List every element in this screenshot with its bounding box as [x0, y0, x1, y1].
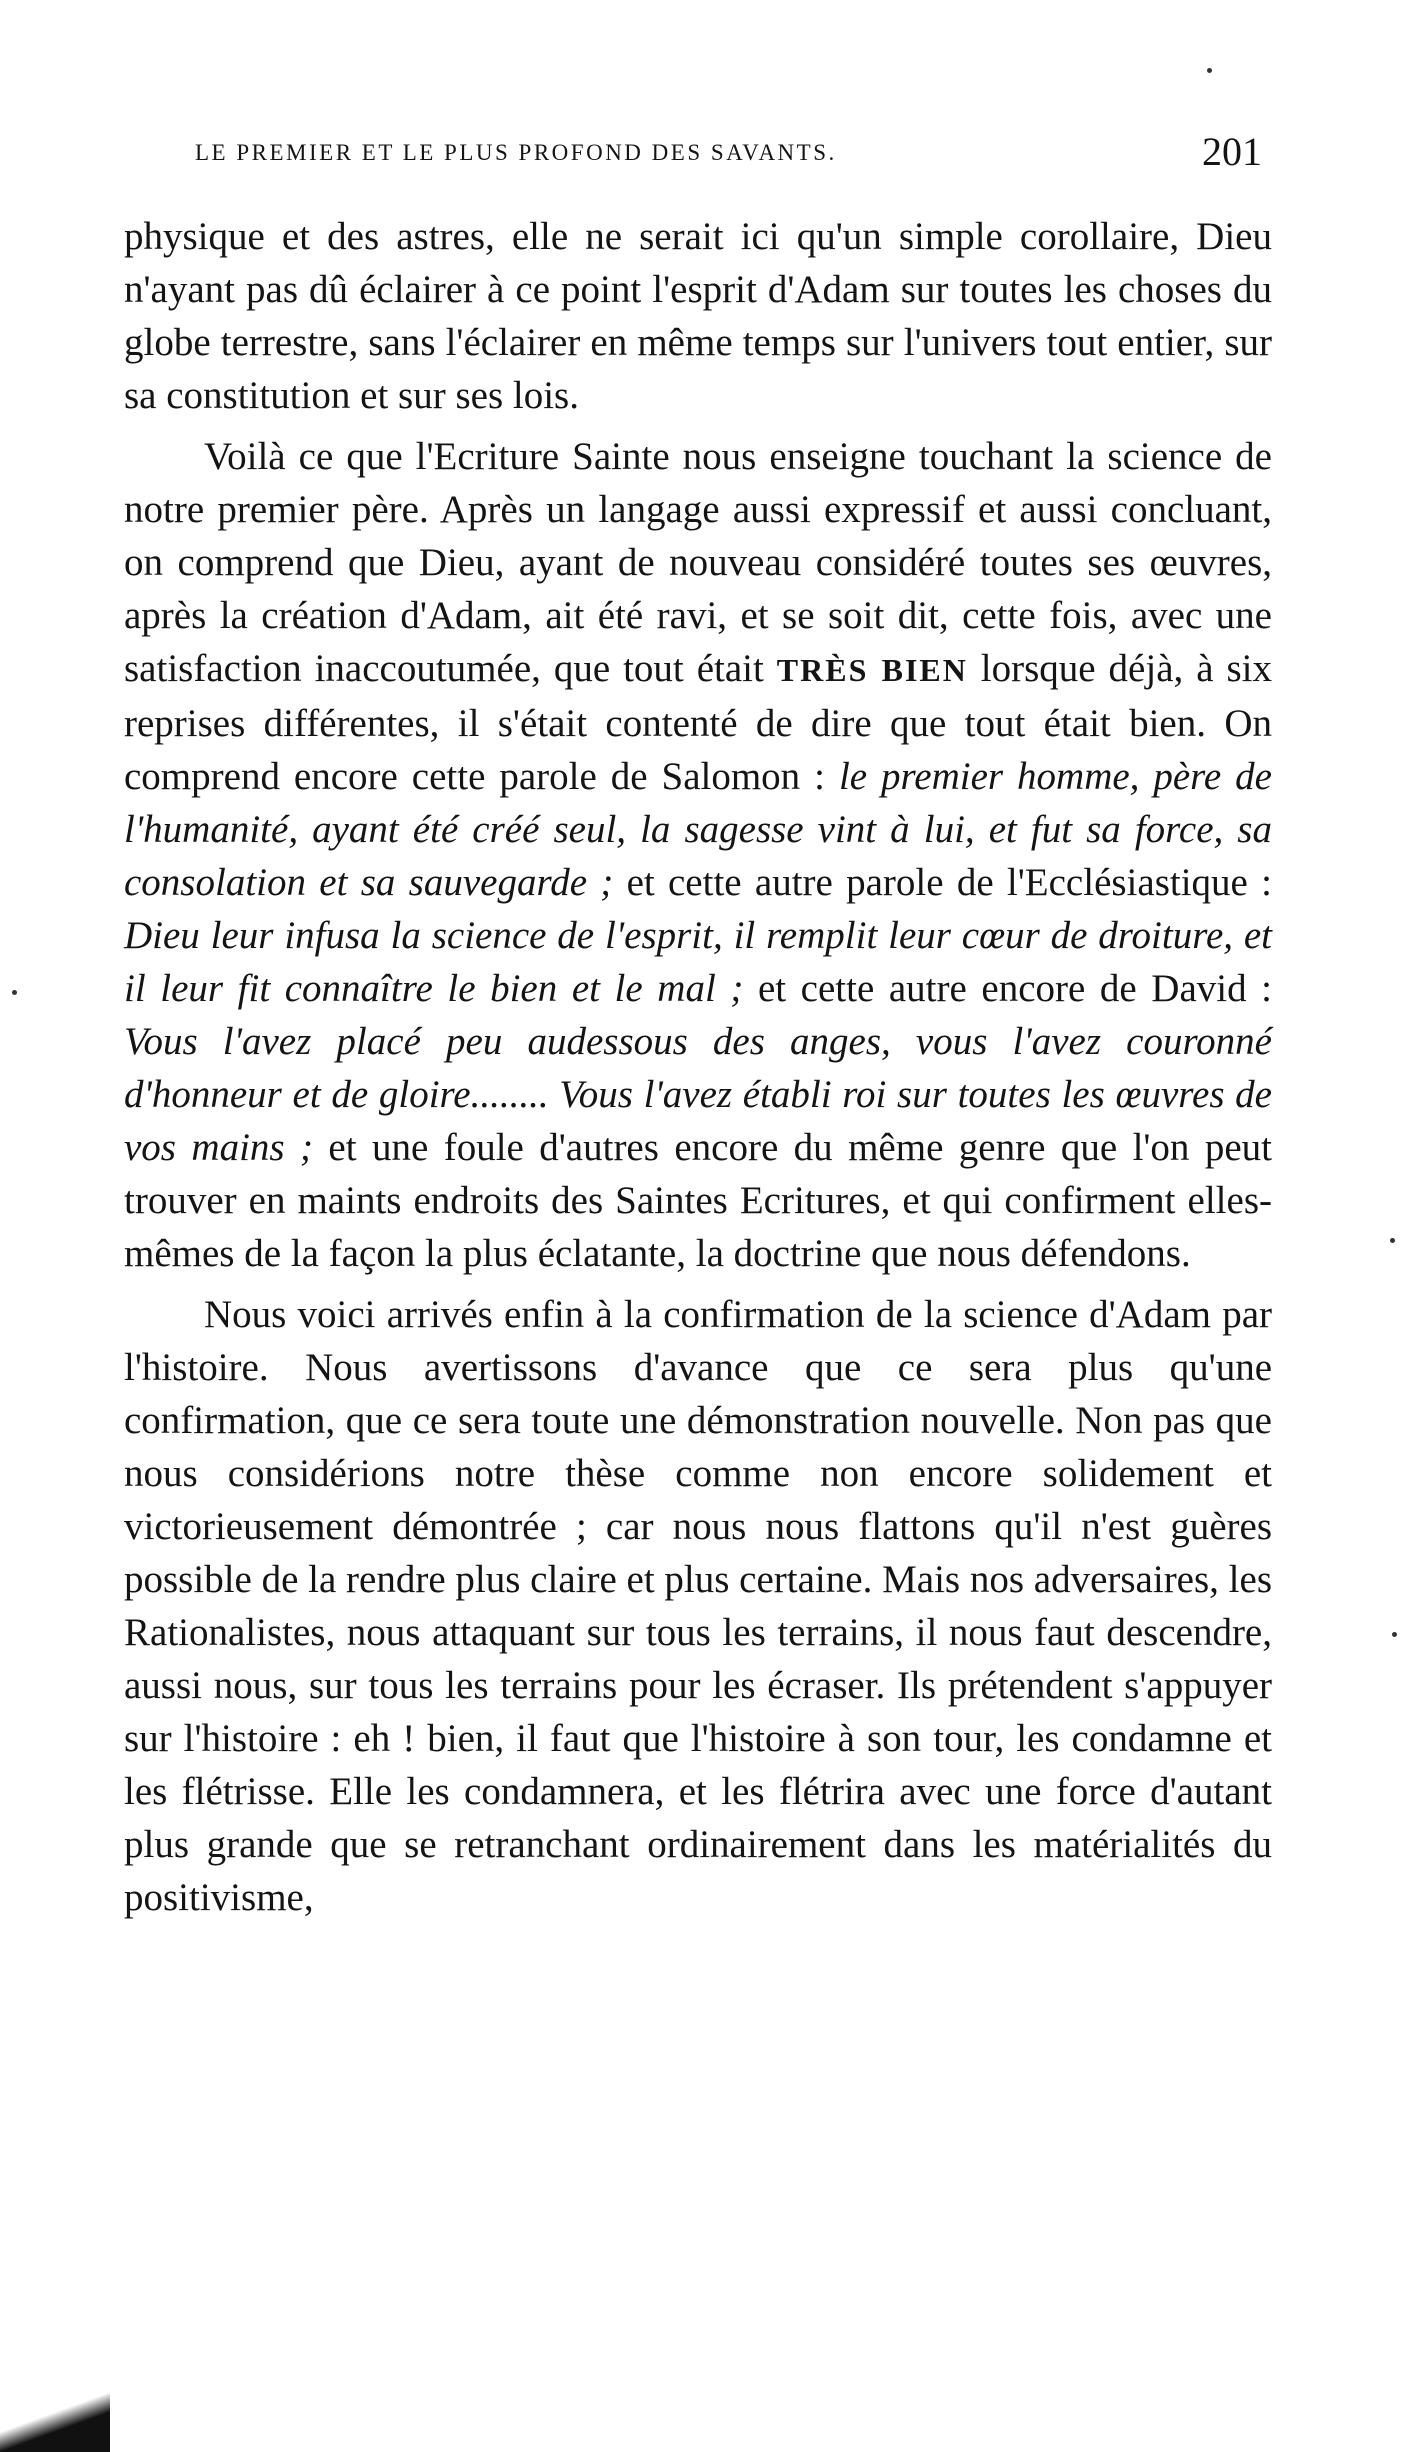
running-title: LE PREMIER ET LE PLUS PROFOND DES SAVANTS. [195, 140, 837, 165]
print-speck [1390, 1238, 1395, 1243]
paragraph-2 [124, 430, 1272, 1280]
print-speck [1207, 68, 1212, 73]
quote-ecclesiastique: Dieu leur infusa la science de l'esprit, il remplit leur cœur de droiture, et il leur fit connaître le bien et le mal ; [124, 914, 1272, 1010]
paragraph-3 [124, 1288, 1272, 1924]
print-speck [12, 990, 17, 995]
paragraph-1 [124, 210, 1272, 422]
paragraph-2-segment-1: Voilà ce que l'Ecriture Sainte nous enseigne touchant la science de notre premier père. Après un langage aussi expressif et aussi concluant, on comprend que Dieu, ayant de nouveau considéré toutes ses œuvres, après la création d'Adam, ait été ravi, et se soit dit, cette fois, avec une satisfaction inaccoutumée, que tout était [124, 435, 1272, 690]
paragraph-2-segment-5: et cette autre parole de l'Ecclésiastique : [613, 861, 1272, 904]
paragraph-3-segment-1: Nous voici arrivés enfin à la confirmation de la science d'Adam par l'histoire. Nous avertissons d'avance que ce sera plus qu'une confirmation, que ce sera toute une démonstration nouvelle. Non pas que nous considérions notre thèse comme non encore solidement et victorieusement démontrée ; car nous nous flattons qu'il n'est guères possible de la rendre plus claire et plus certaine. Mais nos adversaires, les Rationalistes, nous attaquant sur tous les terrains, il nous faut descendre, aussi nous, sur tous les terrains pour les écraser. Ils prétendent s'appuyer sur l'histoire : eh ! bien, il faut que l'histoire à son tour, les condamne et les flétrisse. Elle les condamnera, et les flétrira avec une force d'autant plus grande que se retranchant ordinairement dans les matérialités du positivisme, [124, 1293, 1272, 1919]
paragraph-1-segment-1: physique et des astres, elle ne serait ici qu'un simple corollaire, Dieu n'ayant pas dû éclairer à ce point l'esprit d'Adam sur toutes les choses du globe terrestre, sans l'éclairer en même temps sur l'univers tout entier, sur sa constitution et sur ses lois. [124, 215, 1272, 417]
emphasis-tres-bien: TRÈS BIEN [776, 652, 968, 688]
page-edge-shadow [0, 2392, 110, 2452]
paragraph-2-segment-3: lorsque déjà, à six reprises différentes, il s'était contenté de dire que tout était bien. On comprend encore cette parole de Salomon : [124, 647, 1272, 798]
body-text [124, 210, 1272, 1932]
paragraph-2-segment-9: et une foule d'autres encore du même genre que l'on peut trouver en maints endroits des Saintes Ecritures, et qui confirment elles-mêmes de la façon la plus éclatante, la doctrine que nous défendons. [124, 1126, 1272, 1275]
print-speck [1392, 1632, 1397, 1637]
quote-salomon: le premier homme, père de l'humanité, ayant été créé seul, la sagesse vint à lui, et fut sa force, sa consolation et sa sauvegarde ; [124, 755, 1272, 904]
paragraph-2-segment-7: et cette autre encore de David : [743, 967, 1273, 1010]
page-number: 201 [1202, 129, 1262, 174]
quote-david: Vous l'avez placé peu audessous des anges, vous l'avez couronné d'honneur et de gloire........ Vous l'avez établi roi sur toutes les œuvres de vos mains ; [124, 1020, 1272, 1169]
